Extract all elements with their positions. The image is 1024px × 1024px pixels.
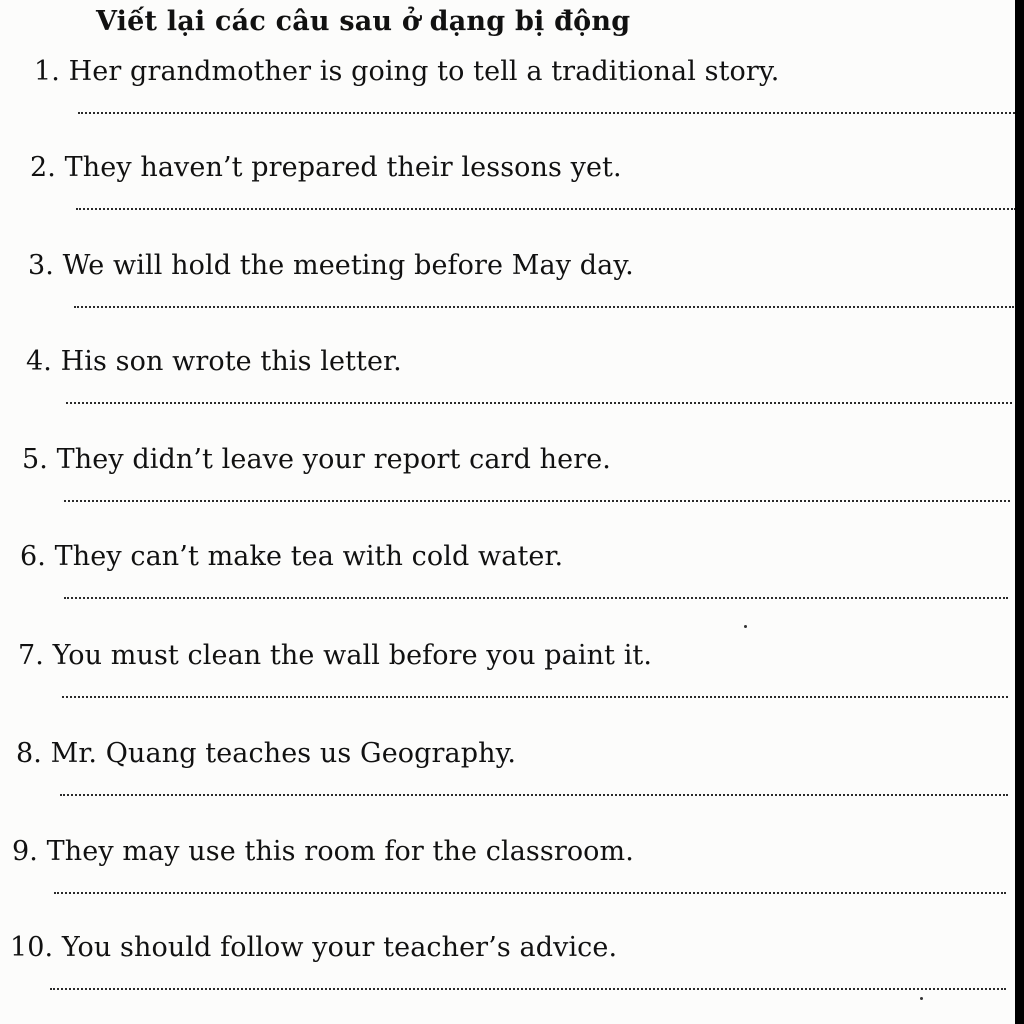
exercise-item-5: [22, 444, 1022, 534]
exercise-item-6: [20, 541, 1020, 631]
exercise-sentence: 3. We will hold the meeting before May day.: [28, 250, 634, 281]
answer-line[interactable]: [60, 794, 1008, 796]
paper-speck: [920, 997, 923, 1000]
exercise-item-10: [10, 932, 1010, 1022]
answer-line[interactable]: [64, 597, 1008, 599]
paper-speck: [744, 625, 747, 628]
exercise-item-8: [16, 738, 1016, 828]
answer-line[interactable]: [78, 112, 1018, 114]
exercise-item-1: [34, 56, 1024, 146]
exercise-item-2: [30, 152, 1024, 242]
exercise-sentence: 9. They may use this room for the classroom.: [12, 836, 634, 867]
answer-line[interactable]: [62, 696, 1008, 698]
answer-line[interactable]: [74, 306, 1014, 308]
answer-line[interactable]: [76, 208, 1016, 210]
exercise-item-4: [26, 346, 1024, 436]
exercise-sentence: 5. They didn’t leave your report card here.: [22, 444, 611, 475]
exercise-sentence: 10. You should follow your teacher’s advice.: [10, 932, 618, 963]
exercise-item-7: [18, 640, 1018, 730]
answer-line[interactable]: [64, 500, 1010, 502]
exercise-item-9: [12, 836, 1012, 926]
exercise-sentence: 4. His son wrote this letter.: [26, 346, 402, 377]
exercise-sentence: 1. Her grandmother is going to tell a traditional story.: [34, 56, 780, 87]
exercise-item-3: [28, 250, 1024, 340]
exercise-sentence: 2. They haven’t prepared their lessons yet.: [30, 152, 622, 183]
exercise-sentence: 7. You must clean the wall before you paint it.: [18, 640, 653, 671]
exercise-sentence: 8. Mr. Quang teaches us Geography.: [16, 738, 517, 769]
exercise-sentence: 6. They can’t make tea with cold water.: [20, 541, 564, 572]
page-edge: [1015, 0, 1024, 1024]
answer-line[interactable]: [54, 892, 1006, 894]
answer-line[interactable]: [66, 402, 1012, 404]
worksheet-title: Viết lại các câu sau ở dạng bị động: [96, 6, 631, 37]
answer-line[interactable]: [50, 988, 1006, 990]
